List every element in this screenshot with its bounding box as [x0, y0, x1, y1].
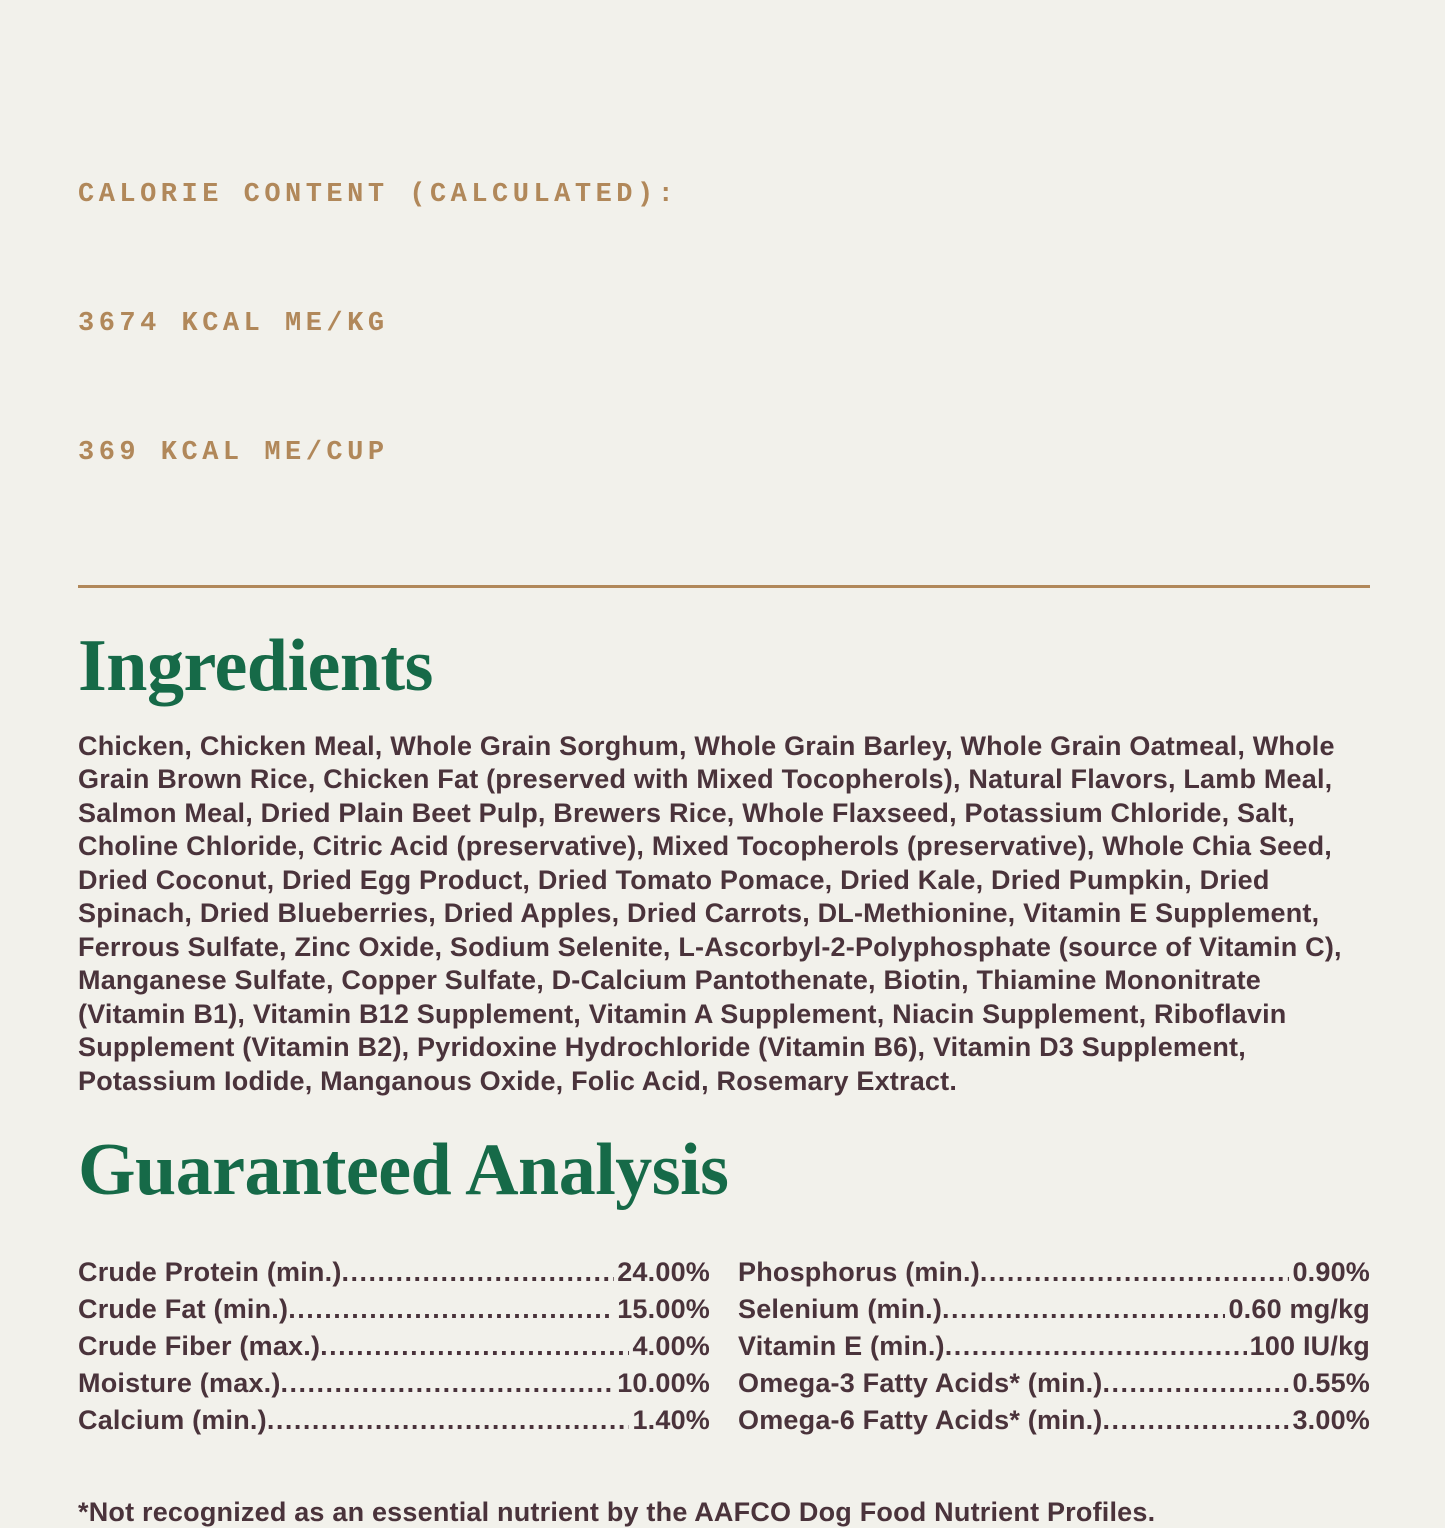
- analysis-row-phosphorus: [738, 1254, 1370, 1291]
- analysis-row-omega-6: [738, 1402, 1370, 1439]
- analysis-value: 0.55%: [1292, 1367, 1370, 1398]
- aafco-footnote: *Not recognized as an essential nutrient by the AAFCO Dog Food Nutrient Profiles.: [78, 1496, 1156, 1527]
- dot-leader: [267, 1402, 630, 1439]
- dot-leader: [1102, 1365, 1289, 1402]
- analysis-value: 0.60 mg/kg: [1228, 1293, 1370, 1324]
- calorie-kcal-per-cup: 369 KCAL ME/CUP: [78, 438, 389, 468]
- dot-leader: [288, 1291, 614, 1328]
- analysis-label: Crude Fiber (max.): [78, 1330, 321, 1361]
- calorie-kcal-per-kg: 3674 KCAL ME/KG: [78, 309, 389, 339]
- analysis-value: 15.00%: [617, 1293, 710, 1324]
- guaranteed-analysis-table: [78, 1254, 1370, 1439]
- analysis-label: Crude Fat (min.): [78, 1293, 289, 1324]
- analysis-value: 100 IU/kg: [1249, 1330, 1370, 1361]
- analysis-value: 0.90%: [1292, 1256, 1370, 1287]
- calorie-content-heading: CALORIE CONTENT (CALCULATED):: [78, 180, 679, 210]
- guaranteed-analysis-title: Guaranteed Analysis: [78, 1129, 729, 1212]
- analysis-value: 24.00%: [617, 1256, 710, 1287]
- dot-leader: [980, 1254, 1290, 1291]
- dot-leader: [320, 1328, 629, 1365]
- calorie-content-section: [78, 88, 1370, 561]
- ingredients-title: Ingredients: [78, 625, 433, 707]
- analysis-label: Vitamin E (min.): [738, 1330, 945, 1361]
- analysis-row-moisture: [78, 1365, 710, 1402]
- section-divider-rule: [78, 585, 1370, 588]
- analysis-row-omega-3: [738, 1365, 1370, 1402]
- analysis-value: 3.00%: [1292, 1404, 1370, 1435]
- analysis-label: Selenium (min.): [738, 1293, 943, 1324]
- analysis-label: Phosphorus (min.): [738, 1256, 980, 1287]
- dot-leader: [342, 1254, 615, 1291]
- dot-leader: [945, 1328, 1247, 1365]
- analysis-label: Crude Protein (min.): [78, 1256, 342, 1287]
- analysis-row-calcium: [78, 1402, 710, 1439]
- analysis-value: 10.00%: [617, 1367, 710, 1398]
- dot-leader: [1102, 1402, 1289, 1439]
- analysis-row-crude-protein: [78, 1254, 710, 1291]
- analysis-label: Omega-3 Fatty Acids* (min.): [738, 1367, 1103, 1398]
- analysis-left-column: [78, 1254, 710, 1439]
- analysis-row-vitamin-e: [738, 1328, 1370, 1365]
- analysis-value: 1.40%: [632, 1404, 710, 1435]
- ingredients-list-text: Chicken, Chicken Meal, Whole Grain Sorghum, Whole Grain Barley, Whole Grain Oatmeal, Whole Grain Brown Rice, Chicken Fat (preserved with Mixed Tocopherols), Natural Flavors, Lamb Meal, Salmon Meal, Dried Plain Beet Pulp, Brewers Rice, Whole Flaxseed, Potassium Chloride, Salt, Choline Chloride, Citric Acid (preservative), Mixed Tocopherols (preservative), Whole Chia Seed, Dried Coconut, Dried Egg Product, Dried Tomato Pomace, Dried Kale, Dried Pumpkin, Dried Spinach, Dried Blueberries, Dried Apples, Dried Carrots, DL-Methionine, Vitamin E Supplement, Ferrous Sulfate, Zinc Oxide, Sodium Selenite, L-Ascorbyl-2-Polyphosphate (source of Vitamin C), Manganese Sulfate, Copper Sulfate, D-Calcium Pantothenate, Biotin, Thiamine Mononitrate (Vitamin B1), Vitamin B12 Supplement, Vitamin A Supplement, Niacin Supplement, Riboflavin Supplement (Vitamin B2), Pyridoxine Hydrochloride (Vitamin B6), Vitamin D3 Supplement, Potassium Iodide, Manganous Oxide, Folic Acid, Rosemary Extract.: [78, 730, 1342, 1096]
- analysis-row-crude-fiber: [78, 1328, 710, 1365]
- analysis-label: Calcium (min.): [78, 1404, 267, 1435]
- analysis-label: Omega-6 Fatty Acids* (min.): [738, 1404, 1103, 1435]
- analysis-value: 4.00%: [632, 1330, 710, 1361]
- analysis-row-selenium: [738, 1291, 1370, 1328]
- analysis-label: Moisture (max.): [78, 1367, 281, 1398]
- dot-leader: [281, 1365, 615, 1402]
- analysis-right-column: [738, 1254, 1370, 1439]
- analysis-row-crude-fat: [78, 1291, 710, 1328]
- dot-leader: [942, 1291, 1225, 1328]
